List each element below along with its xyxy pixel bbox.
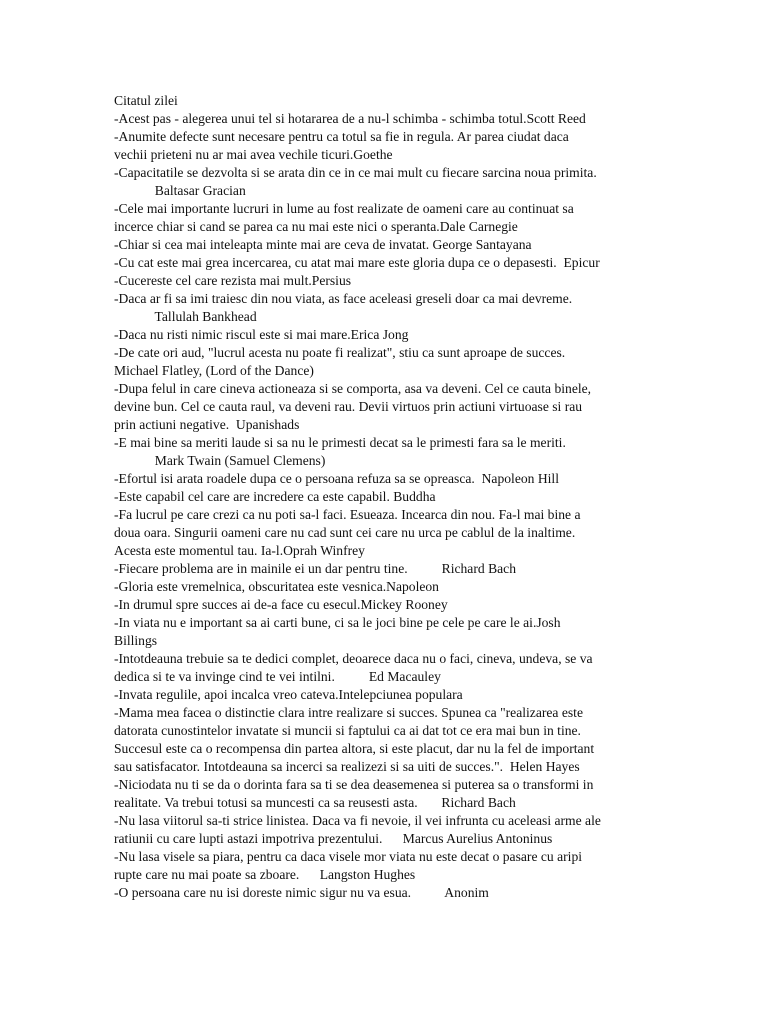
text-line: Mark Twain (Samuel Clemens) — [114, 453, 326, 468]
text-line: -Nu lasa viitorul sa-ti strice linistea. Daca va fi nevoie, il vei infrunta cu aceleasi arme ale — [114, 813, 601, 828]
text-line: -Anumite defecte sunt necesare pentru ca totul sa fie in regula. Ar parea ciudat daca — [114, 129, 569, 144]
quote-list — [114, 110, 654, 902]
text-line: -Fa lucrul pe care crezi ca nu poti sa-l faci. Esueaza. Incearca din nou. Fa-l mai bine a — [114, 507, 581, 522]
text-line: incerce chiar si cand se parea ca nu mai este nici o speranta.Dale Carnegie — [114, 219, 518, 234]
text-line: -Cu cat este mai grea incercarea, cu atat mai mare este gloria dupa ce o depasesti. Epicur — [114, 255, 600, 270]
text-line: Billings — [114, 633, 158, 648]
text-line: -Gloria este vremelnica, obscuritatea este vesnica.Napoleon — [114, 579, 439, 594]
text-line: -O persoana care nu isi doreste nimic sigur nu va esua. Anonim — [114, 885, 489, 900]
document-title: Citatul zilei — [114, 93, 178, 108]
text-line: Baltasar Gracian — [114, 183, 246, 198]
text-line: Michael Flatley, (Lord of the Dance) — [114, 363, 314, 378]
text-line: -In drumul spre succes ai de-a face cu esecul.Mickey Rooney — [114, 597, 448, 612]
text-line: datorata cunostintelor invatate si muncii si faptului ca ai dat tot ce era mai bun in tine. — [114, 723, 581, 738]
text-line: realitate. Va trebui totusi sa muncesti ca sa reusesti asta. Richard Bach — [114, 795, 516, 810]
text-line: dedica si te va invinge cind te vei intilni. Ed Macauley — [114, 669, 441, 684]
text-line: -Dupa felul in care cineva actioneaza si se comporta, asa va deveni. Cel ce cauta binele, — [114, 381, 592, 396]
text-line: -Este capabil cel care are incredere ca este capabil. Buddha — [114, 489, 436, 504]
text-line: -In viata nu e important sa ai carti bune, ci sa le joci bine pe cele pe care le ai.Josh — [114, 615, 561, 630]
text-line: devine bun. Cel ce cauta raul, va deveni rau. Devii virtuos prin actiuni virtuoase si rau — [114, 399, 583, 414]
text-line: -Invata regulile, apoi incalca vreo cateva.Intelepciunea populara — [114, 687, 463, 702]
text-line: -Niciodata nu ti se da o dorinta fara sa ti se dea deasemenea si puterea sa o transformi in — [114, 777, 594, 792]
text-line: -De cate ori aud, "lucrul acesta nu poate fi realizat", stiu ca sunt aproape de succes. — [114, 345, 566, 360]
text-line: -Capacitatile se dezvolta si se arata din ce in ce mai mult cu fiecare sarcina noua primita. — [114, 165, 597, 180]
text-line: -Acest pas - alegerea unui tel si hotararea de a nu-l schimba - schimba totul.Scott Reed — [114, 111, 586, 126]
text-line: -Chiar si cea mai inteleapta minte mai are ceva de invatat. George Santayana — [114, 237, 532, 252]
text-line: rupte care nu mai poate sa zboare. Langston Hughes — [114, 867, 416, 882]
text-line: doua oara. Singurii oameni care nu cad sunt cei care nu urca pe cablul de la inaltime. — [114, 525, 576, 540]
text-line: -Cucereste cel care rezista mai mult.Persius — [114, 273, 352, 288]
text-line: vechii prieteni nu ar mai avea vechile ticuri.Goethe — [114, 147, 393, 162]
text-line: -Cele mai importante lucruri in lume au fost realizate de oameni care au continuat sa — [114, 201, 574, 216]
text-line: -E mai bine sa meriti laude si sa nu le primesti decat sa le primesti fara sa le meriti. — [114, 435, 566, 450]
text-line: -Fiecare problema are in mainile ei un dar pentru tine. Richard Bach — [114, 561, 516, 576]
text-line: -Efortul isi arata roadele dupa ce o persoana refuza sa se opreasca. Napoleon Hill — [114, 471, 559, 486]
text-line: -Daca nu risti nimic riscul este si mai mare.Erica Jong — [114, 327, 409, 342]
text-line: -Nu lasa visele sa piara, pentru ca daca visele mor viata nu este decat o pasare cu aripi — [114, 849, 583, 864]
text-line: ratiunii cu care lupti astazi impotriva prezentului. Marcus Aurelius Antoninus — [114, 831, 553, 846]
text-line: Tallulah Bankhead — [114, 309, 257, 324]
text-line: -Mama mea facea o distinctie clara intre realizare si succes. Spunea ca "realizarea este — [114, 705, 583, 720]
text-line: Succesul este ca o recompensa din partea altora, si este placut, dar nu la fel de important — [114, 741, 595, 756]
text-line: -Daca ar fi sa imi traiesc din nou viata, as face aceleasi greseli doar ca mai devreme. — [114, 291, 573, 306]
text-line: sau satisfacator. Intotdeauna sa incerci sa realizezi si sa uiti de succes.". Helen Hayes — [114, 759, 580, 774]
document-page — [114, 92, 654, 902]
text-line: Acesta este momentul tau. Ia-l.Oprah Winfrey — [114, 543, 365, 558]
text-line: prin actiuni negative. Upanishads — [114, 417, 300, 432]
text-line: -Intotdeauna trebuie sa te dedici complet, deoarece daca nu o faci, cineva, undeva, se va — [114, 651, 593, 666]
